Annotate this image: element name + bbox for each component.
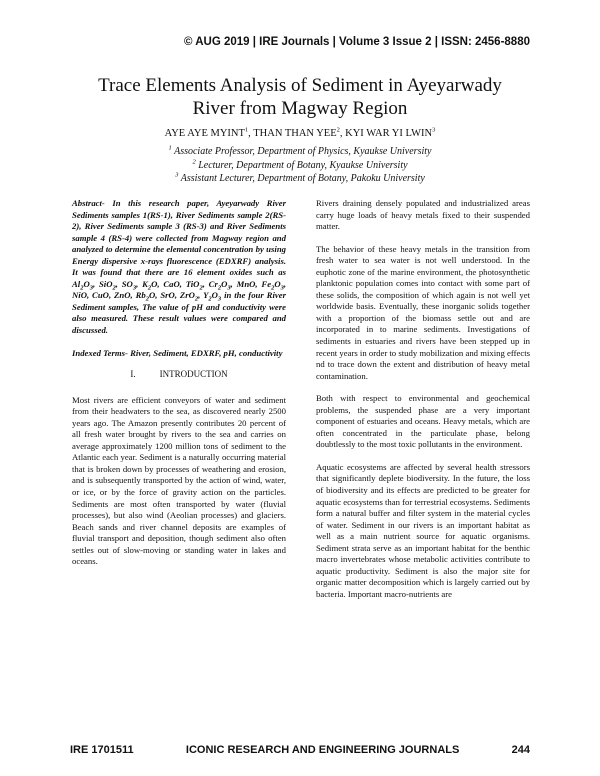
author-sup: 2: [336, 126, 340, 134]
affiliation: [40, 145, 560, 159]
author-list: AYE AYE MYINT$^1$, THAN THAN YEE$^2$, KYI WAR YI LWIN$^3$: [164, 126, 436, 139]
section-heading-introduction: [72, 369, 286, 381]
body-paragraph: The behavior of these heavy metals in the transition from fresh water to sea water is not well understood. In the euphotic zone of the marine environment, the photosynthetic planktonic population comes into contact with some part of these solids, the composition of which again is not well yet worldwide basis. Eventually, these inorganic solids together with a proportion of the biomass settle out and are incorporated in to marine sediments. Investigations of sediments in estuaries and rivers have been stepped up in recent years in order to study mobilization and mixing effects nd to trace down the extent and distribution of heavy metal contamination.: [316, 243, 530, 381]
indexed-terms: Indexed Terms- River, Sediment, EDXRF, pH, conductivity: [72, 347, 283, 358]
body-paragraph: Both with respect to environmental and geochemical problems, the suspended phase are a very important component of estuaries and oceans. Heavy metals, which are often concentrated in the particulate phase, belong doubtlessly to the most toxic pollutants in the environment.: [316, 393, 530, 450]
left-column: [72, 198, 286, 568]
affiliation-text: Lecturer, Department of Botany, Kyaukse University: [198, 159, 408, 171]
author-sup: 1: [244, 126, 249, 134]
affiliation-text: Associate Professor, Department of Physics, Kyaukse University: [174, 146, 432, 157]
body-paragraph: Most rivers are efficient conveyors of water and sediment from their headwaters to the sea, as discovered nearly 2500 years ago. The Amazon presently contributes 20 percent of all fresh water brought by rivers to the sea and carries on average approximately 1200 million tons of sediment to the Atlantic each year. Sediment is a naturally occurring material that is broken down by processes of weathering and erosion, and is subsequently transported by the action of wind, water, or ice, or by the force of gravity action on the particles. Sediments are most often transported by water (fluvial processes), but also wind (Aeolian processes) and glaciers. Beach sands and river channel deposits are examples of fluvial transport and deposition, though sediment also often settles out of slow-moving or standing water in lakes and oceans.: [72, 394, 286, 567]
affiliation-text: Assistant Lecturer, Department of Botany, Pakoku University: [180, 173, 425, 184]
section-title: INTRODUCTION: [159, 369, 228, 380]
footer-journal-name: ICONIC RESEARCH AND ENGINEERING JOURNALS: [185, 744, 460, 756]
body-paragraph: Aquatic ecosystems are affected by several health stressors that significantly deplete biodiversity. In the future, the loss of biodiversity and its effects are predicted to be greater for aquatic ecosystems than for terrestrial ecosystems. Sediments form a natural buffer and filter system in the material cycles of water. Sediment in our rivers is an important habitat as well as a main nutrient source for aquatic organisms. Sediment strata serve as an important habitat for the benthic macro invertebrates whose metabolic activities contribute to aquatic productivity. Sediment is also the major site for organic matter decomposition which is largely carried out by bacteria. Important macro-nutrients are: [316, 461, 530, 599]
title-line-1: Trace Elements Analysis of Sediment in Ayeyarwady: [98, 75, 502, 96]
affiliations: [40, 145, 560, 186]
page-number: 244: [511, 744, 530, 756]
affiliation-sup: 1: [168, 144, 172, 152]
author-name: THAN THAN YEE: [253, 128, 337, 139]
right-column: [316, 198, 530, 601]
author-name: AYE AYE MYINT: [164, 128, 245, 139]
author-name: KYI WAR YI LWIN: [345, 128, 433, 139]
title-line-2: River from Magway Region: [192, 98, 408, 119]
affiliation: [40, 159, 560, 173]
affiliation-sup: 2: [192, 158, 196, 166]
author-sup: 3: [432, 126, 436, 134]
body-paragraph: Rivers draining densely populated and industrialized areas carry huge loads of heavy metals fixed to their suspended matter.: [316, 198, 530, 232]
footer-paper-id: IRE 1701511: [70, 744, 134, 756]
journal-header: © AUG 2019 | IRE Journals | Volume 3 Issue 2 | ISSN: 2456-8880: [183, 36, 530, 48]
paper-title: [40, 74, 560, 120]
section-number: I.: [130, 369, 136, 380]
affiliation-sup: 3: [175, 171, 179, 179]
page-footer: [70, 744, 530, 756]
affiliation: [40, 172, 560, 186]
abstract: Abstract- In this research paper, Ayeyarwady River Sediments samples 1(RS-1), River Sediments sample 2(RS-2), River Sediments sample 3 (RS-3) and River Sediments sample 4 (RS-4) were collected from Magway region and analyzed to determine the elemental concentration by using Energy dispersive x-rays fluorescence (EDXRF) analysis. It was found that there are 16 element oxides such as $Al_2O_3$, SiO$_2$, $SO_3$, $K_2O$, CaO, TiO$_2$, $Cr_2O_3$, MnO, $Fe_2O_3$, NiO, CuO, ZnO, $Rb_2O$, SrO, ZrO$_2$, $Y_2O_3$ in the four River Sediment samples, The value of pH and conductivity were also measured. These result values were compared and discussed.: [72, 198, 287, 336]
